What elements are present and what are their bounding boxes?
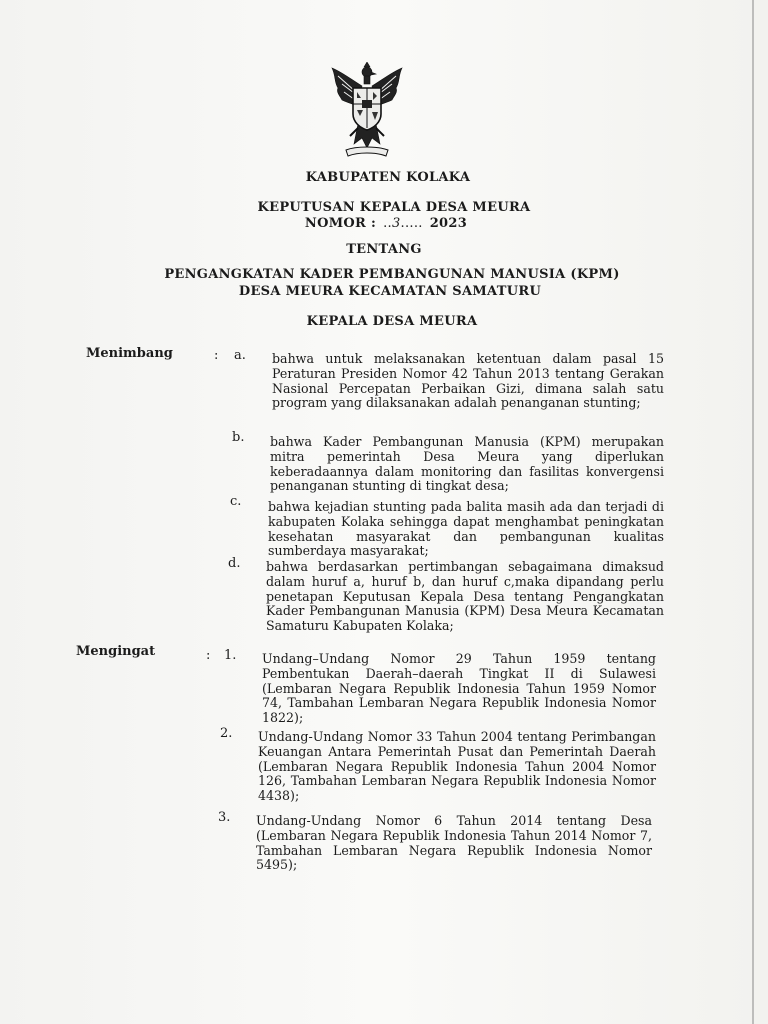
menimbang-marker-a: a.	[234, 348, 246, 363]
subject-line-2: DESA MEURA KECAMATAN SAMATURU	[238, 284, 542, 299]
subject-line-1: PENGANGKATAN KADER PEMBANGUNAN MANUSIA (KPM)	[164, 267, 620, 282]
nomor-label: NOMOR :	[304, 216, 377, 231]
nomor-value: ..3.....	[383, 216, 423, 231]
decree-title: KEPUTUSAN KEPALA DESA MEURA	[257, 200, 531, 215]
menimbang-marker-d: d.	[228, 556, 241, 571]
mengingat-colon: :	[206, 648, 211, 663]
menimbang-label: Menimbang	[86, 346, 173, 361]
decree-number	[2, 216, 768, 231]
menimbang-colon: :	[214, 348, 219, 363]
menimbang-item-c: bahwa kejadian stunting pada balita masih ada dan terjadi di kabupaten Kolaka sehingga dapat menghambat peningkatan kesehatan masyarakat dan pembangunan kualitas sumberdaya masyarakat;	[268, 499, 664, 559]
issuer-title: KEPALA DESA MEURA	[306, 314, 478, 329]
menimbang-item-d: bahwa berdasarkan pertimbangan sebagaimana dimaksud dalam huruf a, huruf b, dan huruf c,maka dipandang perlu penetapan Keputusan Kepala Desa tentang Pengangkatan Kader Pembangunan Manusia (KPM) Desa Meura Kecamatan Samaturu Kabupaten Kolaka;	[266, 559, 664, 634]
menimbang-marker-b: b.	[232, 430, 245, 445]
tentang-heading: TENTANG	[346, 242, 422, 257]
mengingat-item-1: Undang–Undang Nomor 29 Tahun 1959 tentang Pembentukan Daerah–daerah Tingkat II di Sulawesi (Lembaran Negara Republik Indonesia Tahun 1959 Nomor 74, Tambahan Lembaran Negara Republik Indonesia Nomor 1822);	[262, 651, 656, 726]
garuda-emblem-icon	[328, 62, 406, 158]
scan-edge-line	[752, 0, 754, 1024]
mengingat-marker-2: 2.	[220, 726, 233, 741]
nomor-handwritten: 3	[391, 216, 401, 231]
menimbang-item-a: bahwa untuk melaksanakan ketentuan dalam pasal 15 Peraturan Presiden Nomor 42 Tahun 2013 tentang Gerakan Nasional Percepatan Perbaikan Gizi, dimana salah satu program yang dilaksanakan adalah penanganan stunting;	[272, 351, 664, 411]
menimbang-marker-c: c.	[230, 494, 242, 509]
mengingat-marker-3: 3.	[218, 810, 231, 825]
regency-title: KABUPATEN KOLAKA	[305, 170, 471, 185]
mengingat-item-2: Undang-Undang Nomor 33 Tahun 2004 tentang Perimbangan Keuangan Antara Pemerintah Pusat dan Pemerintah Daerah (Lembaran Negara Republik Indonesia Tahun 2004 Nomor 126, Tambahan Lembaran Negara Republik Indonesia Nomor 4438);	[258, 729, 656, 804]
mengingat-marker-1: 1.	[224, 648, 237, 663]
decree-year: 2023	[429, 216, 468, 231]
menimbang-item-b: bahwa Kader Pembangunan Manusia (KPM) merupakan mitra pemerintah Desa Meura yang diperlukan keberadaannya dalam monitoring dan fasilitas konvergensi penanganan stunting di tingkat desa;	[270, 434, 664, 494]
mengingat-item-3: Undang-Undang Nomor 6 Tahun 2014 tentang Desa (Lembaran Negara Republik Indonesia Tahun 2014 Nomor 7, Tambahan Lembaran Negara Republik Indonesia Nomor 5495);	[256, 813, 652, 873]
mengingat-label: Mengingat	[76, 644, 156, 659]
